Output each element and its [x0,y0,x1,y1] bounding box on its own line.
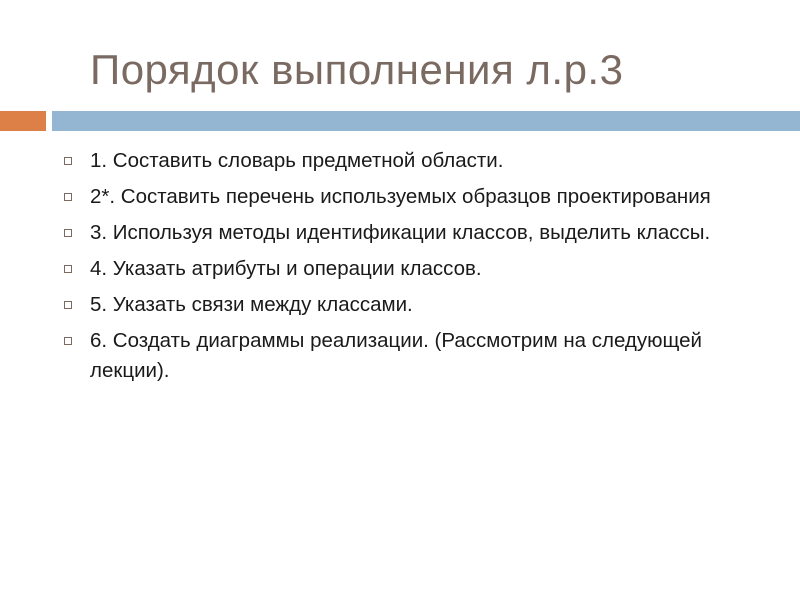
accent-bar [0,111,46,131]
hollow-square-icon [64,229,72,237]
list-item [62,326,762,386]
list-item-text: 4. Указать атрибуты и операции классов. [90,257,482,280]
list-item-text: 5. Указать связи между классами. [90,293,413,316]
list-item-text: 2*. Составить перечень используемых образцов проектирования [90,185,711,208]
bullet-list [62,146,762,392]
title-underline-bar [52,111,800,131]
list-item-text: 6. Создать диаграммы реализации. (Рассмотрим на следующей лекции). [90,329,703,382]
hollow-square-icon [64,337,72,345]
list-item-text: 3. Используя методы идентификации классов, выделить классы. [90,221,711,244]
list-item [62,218,762,248]
hollow-square-icon [64,193,72,201]
hollow-square-icon [64,157,72,165]
list-item [62,290,762,320]
list-item [62,254,762,284]
hollow-square-icon [64,265,72,273]
hollow-square-icon [64,301,72,309]
list-item-text: 1. Составить словарь предметной области. [90,149,504,172]
slide-title: Порядок выполнения л.р.3 [90,46,624,93]
list-item [62,146,762,176]
list-item [62,182,762,212]
